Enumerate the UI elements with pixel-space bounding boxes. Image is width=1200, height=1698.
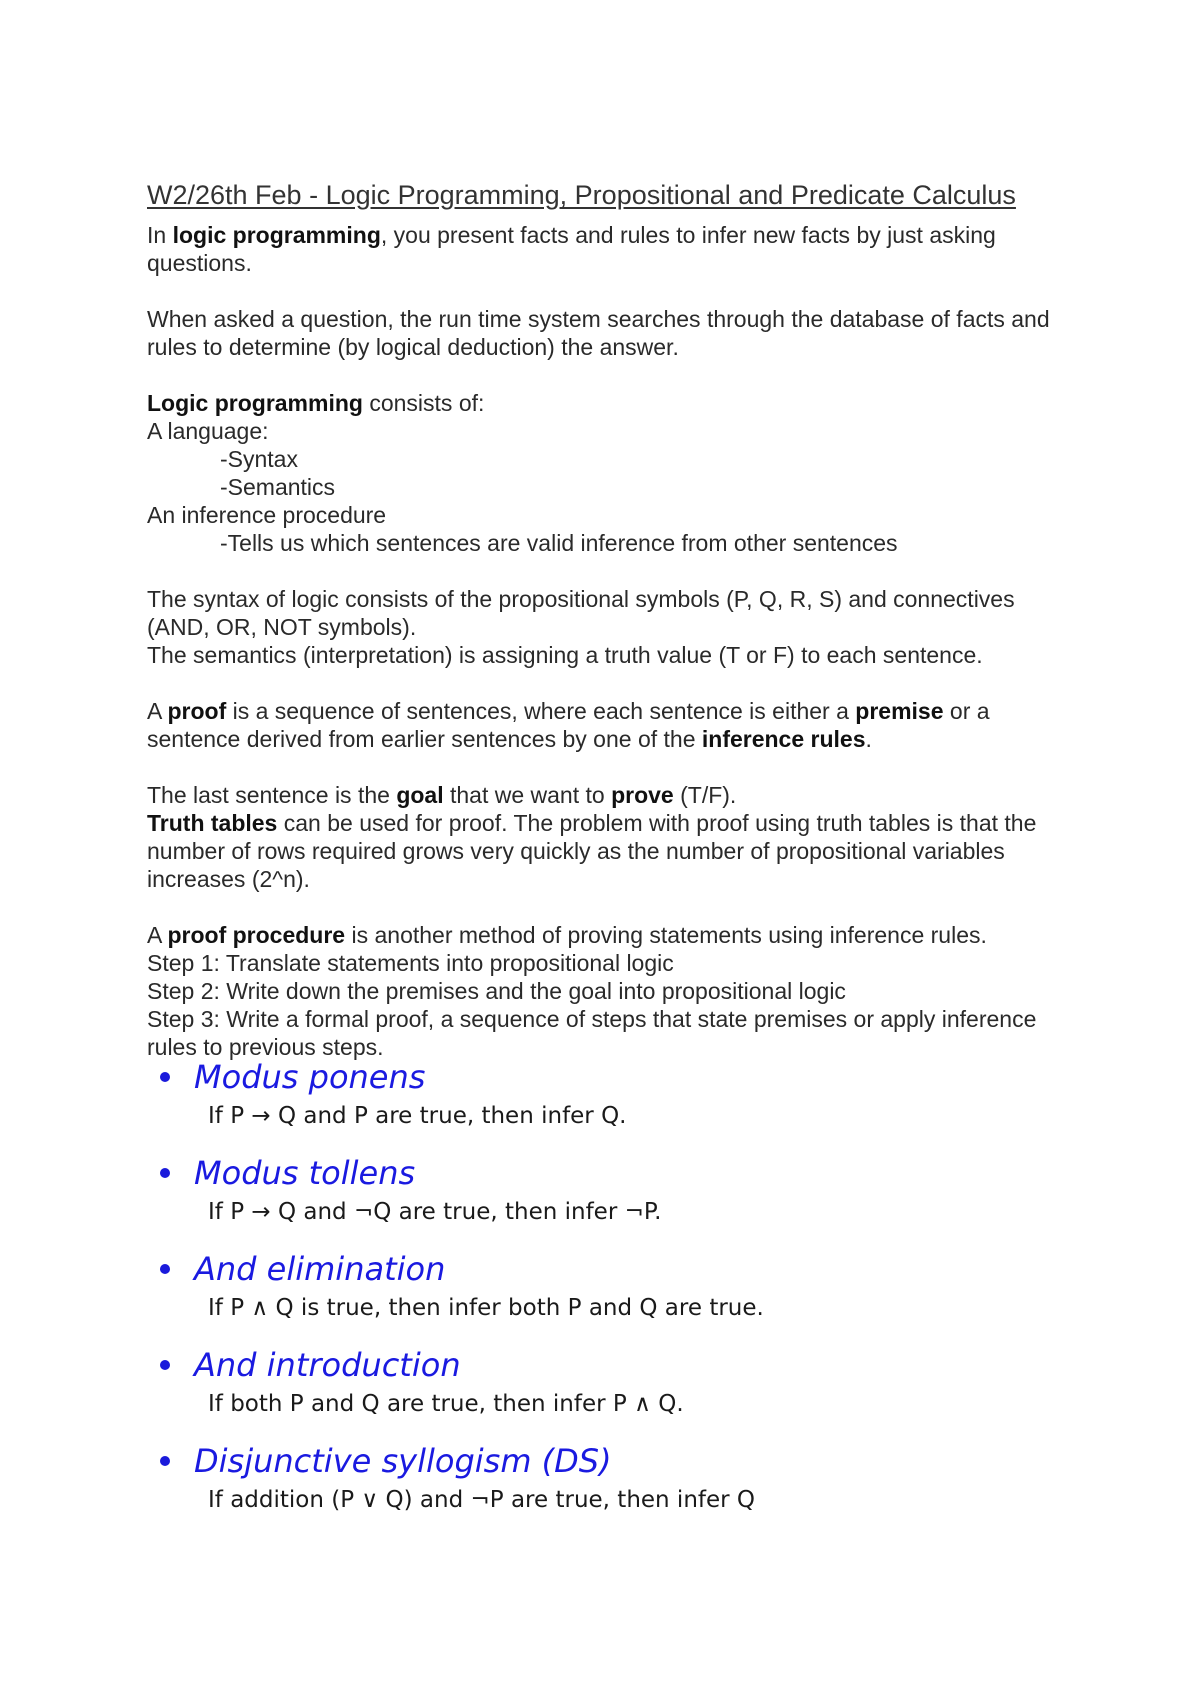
inference-rules-list <box>160 1055 920 1535</box>
rule-name: Modus tollens <box>194 1154 416 1192</box>
text: A <box>147 698 168 724</box>
rule-description: If P → Q and P are true, then infer Q. <box>208 1103 627 1129</box>
bold-term: goal <box>396 782 444 808</box>
rule-name: Modus ponens <box>194 1058 426 1096</box>
rule-item <box>160 1151 920 1225</box>
bold-term: proof <box>167 698 227 724</box>
rule-head <box>160 1439 920 1483</box>
text: (T/F). <box>673 782 737 808</box>
paragraph-procedure <box>147 921 1077 1061</box>
bold-term: inference rules <box>701 726 866 752</box>
text: is another method of proving statements using inference rules. <box>345 922 987 948</box>
bold-term: Truth tables <box>147 810 278 836</box>
rule-description: If addition (P ∨ Q) and ¬P are true, then infer Q <box>208 1487 756 1513</box>
document-body <box>147 180 1077 1061</box>
rule-name: And introduction <box>194 1346 461 1384</box>
rule-item <box>160 1055 920 1129</box>
bold-term: Logic programming <box>147 390 363 416</box>
rule-head <box>160 1055 920 1099</box>
semantics-text: The semantics (interpretation) is assigning a truth value (T or F) to each sentence. <box>147 642 983 668</box>
semantics-line: -Semantics <box>220 474 336 500</box>
bold-term: proof procedure <box>167 922 346 948</box>
text: or a sentence derived from earlier sentences by one of the <box>147 698 990 752</box>
paragraph-syntax <box>147 585 1077 669</box>
text: . <box>865 726 872 752</box>
bullet-icon <box>160 1456 170 1466</box>
paragraph-proof <box>147 697 1077 753</box>
bold-term: logic programming <box>172 222 381 248</box>
paragraph-goal <box>147 781 1077 893</box>
rule-head <box>160 1151 920 1195</box>
syntax-line: -Syntax <box>220 446 298 472</box>
truth-tables-line <box>147 809 1077 893</box>
bullet-icon <box>160 1264 170 1274</box>
text: can be used for proof. The problem with proof using truth tables is that the number of rows required grows very quickly as the number of propositional variables increases (2^n). <box>147 810 1037 892</box>
syntax-text: The syntax of logic consists of the propositional symbols (P, Q, R, S) and connectives (AND, OR, NOT symbols). <box>147 586 1015 640</box>
step-2: Step 2: Write down the premises and the goal into propositional logic <box>147 978 846 1004</box>
inference-line: An inference procedure <box>147 502 387 528</box>
rule-item <box>160 1439 920 1513</box>
bold-term: prove <box>611 782 674 808</box>
bold-term: premise <box>855 698 944 724</box>
rule-head <box>160 1343 920 1387</box>
rule-item <box>160 1247 920 1321</box>
goal-line <box>147 781 1077 809</box>
rule-description: If P → Q and ¬Q are true, then infer ¬P. <box>208 1199 662 1225</box>
paragraph-consists <box>147 389 1077 557</box>
procedure-line <box>147 921 1077 949</box>
text: is a sequence of sentences, where each sentence is either a <box>226 698 856 724</box>
paragraph-intro <box>147 221 1077 277</box>
rule-description: If P ∧ Q is true, then infer both P and Q are true. <box>208 1295 764 1321</box>
tells-line: -Tells us which sentences are valid inference from other sentences <box>220 530 898 556</box>
paragraph-runtime: When asked a question, the run time system searches through the database of facts and rules to determine (by logical deduction) the answer. <box>147 306 1050 360</box>
rule-name: Disjunctive syllogism (DS) <box>194 1442 612 1480</box>
step-3: Step 3: Write a formal proof, a sequence of steps that state premises or apply inference rules to previous steps. <box>147 1006 1037 1060</box>
bullet-icon <box>160 1360 170 1370</box>
consists-line <box>147 389 1077 417</box>
rule-description: If both P and Q are true, then infer P ∧ Q. <box>208 1391 684 1417</box>
text: The last sentence is the <box>147 782 397 808</box>
bullet-icon <box>160 1072 170 1082</box>
rule-name: And elimination <box>194 1250 446 1288</box>
language-line: A language: <box>147 418 269 444</box>
page-title: W2/26th Feb - Logic Programming, Propositional and Predicate Calculus <box>147 180 1016 210</box>
bullet-icon <box>160 1168 170 1178</box>
rule-item <box>160 1343 920 1417</box>
text: A <box>147 922 168 948</box>
text: that we want to <box>443 782 612 808</box>
step-1: Step 1: Translate statements into propositional logic <box>147 950 674 976</box>
text: , you present facts and rules to infer new facts by just asking questions. <box>147 222 996 276</box>
text: consists of: <box>362 390 485 416</box>
text: In <box>147 222 173 248</box>
rule-head <box>160 1247 920 1291</box>
